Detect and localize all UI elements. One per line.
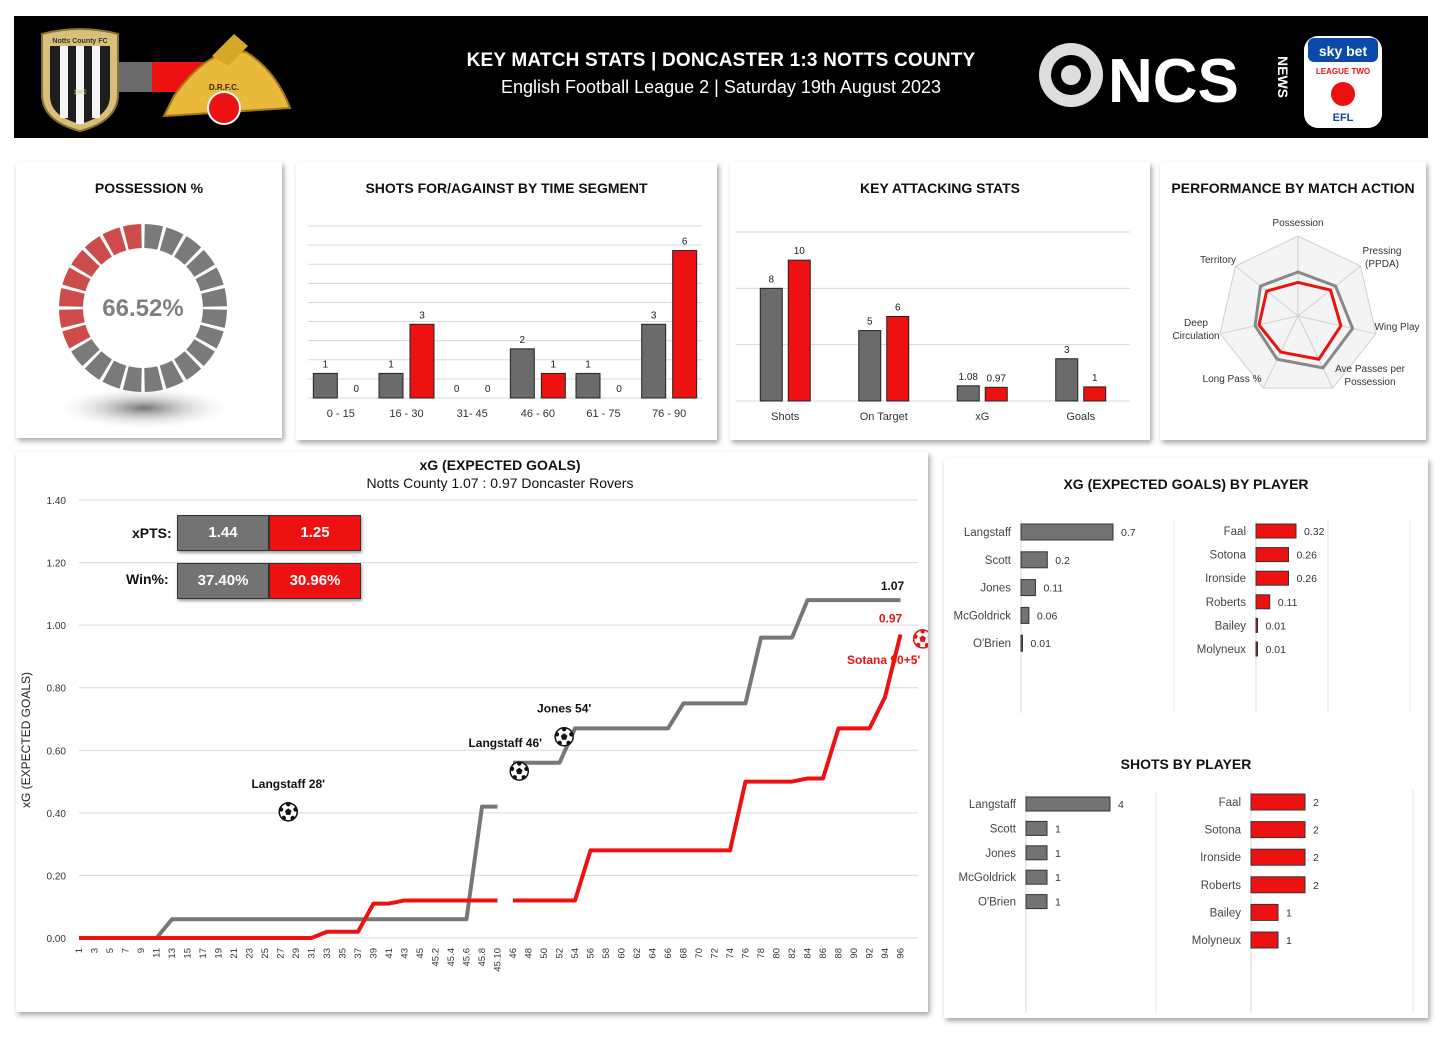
player-name-label: Jones (980, 582, 1011, 595)
player-bar-doncaster (1251, 822, 1305, 838)
x-tick-label: 45.6 (461, 948, 473, 967)
svg-text:NCS: NCS (1108, 47, 1239, 116)
x-tick-label: 9 (136, 948, 147, 954)
possession-segment-opponent (59, 288, 85, 307)
x-tick-label: 45.4 (446, 948, 457, 967)
player-bar-notts (1026, 821, 1047, 835)
player-value-label: 2 (1313, 824, 1319, 837)
x-tick-label: 19 (213, 948, 225, 959)
x-tick-label: 27 (275, 948, 287, 959)
x-tick-label: 88 (833, 948, 845, 959)
x-tick-label: 58 (601, 948, 612, 959)
possession-segment-notts (201, 288, 227, 307)
player-value-label: 1 (1055, 847, 1061, 860)
player-value-label: 0.11 (1277, 596, 1298, 609)
bar-value-label: 5 (866, 316, 873, 328)
radar-axis-label: Ave Passes per Possession (1335, 364, 1405, 388)
player-bar-doncaster (1251, 904, 1278, 920)
y-tick-label: 1.00 (46, 621, 66, 633)
x-tick-label: 90 (849, 948, 860, 959)
x-tick-label: 29 (291, 948, 302, 959)
player-bar-doncaster (1251, 877, 1305, 893)
x-tick-label: 35 (337, 948, 349, 959)
possession-panel (16, 162, 282, 438)
x-tick-label: 84 (802, 948, 814, 959)
player-value-label: 0.7 (1121, 527, 1136, 539)
x-tick-label: 33 (322, 948, 333, 959)
svg-text:LEAGUE TWO: LEAGUE TWO (1315, 67, 1371, 76)
x-tick-label: 45 (415, 948, 426, 959)
xpts-label: xPTS: (132, 525, 172, 541)
xpts-doncaster-value: 1.25 (269, 515, 361, 551)
goal-annotation: Langstaff 28' (251, 776, 326, 791)
header-banner (14, 16, 1428, 138)
attacking-panel (730, 162, 1150, 440)
x-tick-label: 45.8 (477, 948, 488, 967)
player-value-label: 0.26 (1296, 573, 1317, 586)
player-name-label: McGoldrick (953, 610, 1011, 623)
x-tick-label: 70 (694, 948, 705, 959)
x-tick-label: 66 (663, 948, 674, 959)
svg-text:NEWS: NEWS (1275, 56, 1291, 98)
player-bar-doncaster (1251, 932, 1278, 948)
bar-notts (859, 331, 881, 401)
ncs-news-logo (1024, 16, 1424, 138)
player-value-label: 2 (1313, 879, 1319, 892)
player-value-label: 1 (1055, 872, 1061, 885)
svg-text:sky bet: sky bet (1318, 43, 1368, 59)
radar-axis-label: Wing Play (1374, 322, 1420, 333)
category-label: Goals (1066, 411, 1096, 423)
player-name-label: Faal (1218, 797, 1241, 809)
xg-ylabel: xG (EXPECTED GOALS) (19, 671, 33, 809)
svg-text:1862: 1862 (73, 90, 87, 96)
page-title: KEY MATCH STATS | DONCASTER 1:3 NOTTS COUNTY (466, 50, 976, 71)
page-subtitle: English Football League 2 | Saturday 19th August 2023 (501, 77, 941, 97)
category-label: 0 - 15 (326, 408, 355, 420)
x-tick-label: 72 (709, 948, 721, 959)
final-xg-notts: 1.07 (880, 579, 905, 594)
player-value-label: 0.26 (1296, 549, 1317, 562)
attacking-chart (730, 162, 1150, 440)
player-value-label: 2 (1313, 797, 1319, 809)
player-value-label: 0.32 (1304, 526, 1325, 538)
x-tick-label: 64 (647, 948, 659, 959)
x-tick-label: 48 (523, 948, 535, 959)
x-tick-label: 39 (368, 948, 380, 959)
possession-title: POSSESSION % (94, 180, 204, 196)
xg-subtitle: Notts County 1.07 : 0.97 Doncaster Rovers (366, 475, 634, 491)
player-bar-doncaster (1256, 571, 1289, 585)
player-bar-notts (1021, 607, 1029, 623)
bar-value-label: 1 (322, 359, 329, 371)
player-name-label: Jones (985, 847, 1016, 860)
player-value-label: 0.01 (1030, 638, 1051, 651)
bar-notts (313, 373, 337, 398)
category-label: 76 - 90 (652, 408, 687, 420)
player-name-label: Sotona (1209, 549, 1246, 562)
player-bar-doncaster (1251, 849, 1305, 865)
shots-segment-title: SHOTS FOR/AGAINST BY TIME SEGMENT (365, 180, 648, 196)
bar-value-label: 8 (768, 274, 775, 286)
x-tick-label: 23 (244, 948, 256, 959)
bar-value-label: 1 (388, 359, 394, 371)
bar-doncaster (887, 317, 909, 402)
bar-value-label: 6 (894, 302, 901, 314)
goal-annotation: Jones 54' (537, 701, 592, 716)
radar-axis-label: Possession (1272, 218, 1324, 229)
radar-chart (1160, 162, 1426, 440)
x-tick-label: 74 (725, 948, 736, 959)
xpts-notts-value: 1.44 (177, 515, 269, 551)
player-bar-doncaster (1256, 618, 1258, 632)
possession-segment-notts (123, 366, 142, 392)
category-label: 31- 45 (456, 408, 488, 420)
player-bar-notts (1021, 635, 1023, 651)
player-name-label: Langstaff (968, 799, 1016, 811)
xg-timeline-panel (16, 452, 928, 1012)
possession-donut-chart (16, 162, 282, 438)
player-charts (944, 458, 1428, 1018)
x-tick-label: 94 (880, 948, 891, 959)
bar-value-label: 0 (453, 384, 460, 395)
player-name-label: Bailey (1209, 907, 1241, 920)
goal-annotation: Sotana 90+5' (847, 652, 921, 667)
possession-segment-opponent (59, 309, 85, 328)
x-tick-label: 60 (616, 948, 628, 959)
svg-text:EFL: EFL (1332, 112, 1354, 124)
x-tick-label: 11 (151, 948, 163, 958)
bar-notts (1056, 359, 1078, 401)
bar-value-label: 0.97 (986, 373, 1006, 385)
radar-axis-label: Territory (1199, 255, 1237, 266)
x-tick-label: 43 (399, 948, 411, 959)
xg-line-doncaster-second-half (513, 635, 901, 901)
x-tick-label: 76 (740, 948, 752, 959)
y-tick-label: 1.20 (46, 558, 66, 570)
x-tick-label: 25 (260, 948, 271, 959)
x-tick-label: 68 (678, 948, 690, 959)
player-value-label: 0.11 (1043, 582, 1064, 595)
x-tick-label: 13 (167, 948, 178, 959)
player-value-label: 1 (1286, 935, 1292, 947)
x-tick-label: 45.2 (430, 948, 442, 967)
radar-title: PERFORMANCE BY MATCH ACTION (1171, 180, 1415, 196)
player-name-label: Molyneux (1191, 935, 1241, 947)
bar-value-label: 2 (519, 334, 526, 346)
player-name-label: Faal (1223, 526, 1246, 538)
player-bar-doncaster (1251, 794, 1305, 810)
x-tick-label: 80 (771, 948, 783, 959)
football-icon (510, 761, 529, 780)
y-tick-label: 0.20 (46, 871, 66, 883)
x-tick-label: 7 (120, 948, 132, 954)
player-bar-notts (1026, 846, 1047, 860)
possession-value: 66.52% (102, 295, 184, 322)
x-tick-label: 37 (353, 948, 364, 959)
x-tick-label: 50 (539, 948, 550, 959)
bar-doncaster (1084, 387, 1106, 401)
y-tick-label: 0.60 (46, 746, 66, 758)
category-label: 46 - 60 (520, 408, 555, 420)
x-tick-label: 5 (105, 948, 116, 954)
bar-value-label: 3 (650, 310, 657, 322)
football-icon (913, 629, 928, 648)
svg-text:Notts County FC: Notts County FC (52, 38, 108, 45)
radar-panel (1160, 162, 1426, 440)
xg-by-player-panel (944, 458, 1428, 1018)
bar-doncaster (788, 260, 810, 401)
possession-segment-notts (144, 366, 163, 392)
x-tick-label: 78 (756, 948, 767, 959)
x-tick-label: 52 (554, 948, 566, 959)
category-label: On Target (859, 411, 908, 423)
x-tick-label: 82 (787, 948, 798, 959)
bar-notts (576, 373, 600, 398)
x-tick-label: 96 (895, 948, 907, 959)
final-xg-doncaster: 0.97 (878, 611, 903, 626)
x-tick-label: 41 (384, 948, 395, 959)
player-name-label: Bailey (1214, 620, 1246, 633)
player-name-label: O'Brien (978, 896, 1016, 909)
radar-axis-label: Pressing (PPDA) (1362, 246, 1402, 270)
bar-doncaster (673, 251, 697, 398)
football-icon (279, 802, 298, 821)
player-name-label: Ironside (1205, 573, 1246, 586)
bar-value-label: 10 (793, 246, 805, 258)
skybet-league-two-badge-icon (1304, 36, 1382, 128)
player-name-label: Scott (984, 554, 1011, 567)
player-value-label: 1 (1055, 896, 1061, 909)
category-label: 16 - 30 (389, 408, 424, 420)
bar-doncaster (410, 324, 434, 398)
shots-by-player-title: SHOTS BY PLAYER (1120, 756, 1252, 772)
y-tick-label: 0.80 (46, 683, 66, 695)
svg-text:D.R.F.C.: D.R.F.C. (208, 83, 240, 92)
player-name-label: McGoldrick (958, 872, 1016, 885)
bar-value-label: 6 (681, 236, 688, 248)
bar-value-label: 3 (419, 310, 425, 322)
x-tick-label: 62 (632, 948, 643, 959)
x-tick-label: 54 (570, 948, 581, 959)
player-name-label: Molyneux (1196, 644, 1246, 656)
bar-value-label: 3 (1063, 344, 1070, 356)
player-name-label: Langstaff (963, 527, 1011, 539)
player-value-label: 0.06 (1036, 610, 1058, 623)
xg-title: xG (EXPECTED GOALS) (419, 457, 581, 473)
shots-segment-chart (296, 162, 717, 440)
bar-notts (510, 349, 534, 398)
radar-axis-label: Deep Circulation (1172, 318, 1220, 342)
bar-value-label: 0 (484, 384, 491, 395)
x-tick-label: 15 (182, 948, 194, 959)
player-bar-notts (1026, 895, 1047, 909)
y-tick-label: 0.00 (46, 934, 66, 945)
player-bar-doncaster (1256, 642, 1258, 656)
player-value-label: 1 (1286, 907, 1292, 920)
player-bar-notts (1026, 870, 1047, 884)
possession-segment-notts (201, 309, 227, 328)
goal-annotation: Langstaff 46' (468, 736, 543, 751)
bar-value-label: 1 (585, 359, 591, 371)
player-bar-notts (1026, 797, 1110, 811)
bar-notts (642, 324, 666, 398)
player-value-label: 0.2 (1055, 554, 1070, 567)
bar-value-label: 0 (616, 384, 622, 395)
bar-value-label: 1 (550, 359, 557, 371)
player-bar-doncaster (1256, 595, 1270, 609)
y-tick-label: 0.40 (46, 808, 66, 820)
player-value-label: 0.01 (1265, 620, 1286, 633)
winpct-label: Win%: (126, 571, 169, 587)
player-bar-notts (1021, 580, 1035, 596)
player-name-label: Ironside (1200, 852, 1241, 865)
category-label: xG (975, 411, 990, 423)
bar-notts (379, 373, 403, 398)
shots-segment-panel (296, 162, 717, 440)
player-name-label: O'Brien (973, 638, 1011, 651)
winpct-doncaster-value: 30.96% (269, 563, 361, 599)
player-name-label: Roberts (1200, 879, 1241, 892)
donut-shadow (52, 386, 236, 430)
bar-value-label: 0 (353, 384, 360, 395)
x-tick-label: 46 (508, 948, 519, 959)
radar-axis-label: Long Pass % (1202, 374, 1262, 385)
category-label: Shots (771, 411, 800, 423)
y-tick-label: 1.40 (46, 496, 66, 507)
x-tick-label: 3 (89, 948, 101, 954)
bar-doncaster (541, 373, 565, 398)
winpct-notts-value: 37.40% (177, 563, 269, 599)
player-bar-doncaster (1256, 548, 1289, 562)
x-tick-label: 86 (818, 948, 829, 959)
bar-value-label: 1 (1091, 372, 1098, 384)
bar-value-label: 1.08 (958, 371, 978, 383)
player-bar-doncaster (1256, 524, 1296, 538)
possession-segment-notts (144, 224, 163, 250)
x-tick-label: 92 (864, 948, 876, 959)
bar-notts (957, 386, 979, 401)
player-bar-notts (1021, 524, 1113, 540)
xg-by-player-title: XG (EXPECTED GOALS) BY PLAYER (1063, 476, 1309, 492)
player-bar-notts (1021, 552, 1047, 568)
player-value-label: 4 (1118, 799, 1124, 811)
player-value-label: 2 (1313, 852, 1319, 865)
attacking-title: KEY ATTACKING STATS (860, 180, 1020, 196)
xg-line-notts-first-half (79, 807, 498, 938)
x-tick-label: 31 (306, 948, 318, 959)
player-name-label: Scott (989, 823, 1016, 836)
x-tick-label: 45.10 (492, 948, 504, 972)
category-label: 61 - 75 (586, 408, 621, 420)
x-tick-label: 1 (74, 948, 85, 954)
x-tick-label: 21 (229, 948, 240, 959)
possession-segment-opponent (123, 224, 142, 250)
x-tick-label: 17 (198, 948, 209, 959)
player-value-label: 1 (1055, 823, 1061, 836)
player-value-label: 0.01 (1265, 644, 1286, 656)
football-icon (555, 727, 574, 746)
x-tick-label: 56 (585, 948, 597, 959)
bar-notts (760, 288, 782, 401)
player-name-label: Roberts (1205, 596, 1246, 609)
bar-doncaster (985, 387, 1007, 401)
player-name-label: Sotona (1204, 824, 1241, 837)
